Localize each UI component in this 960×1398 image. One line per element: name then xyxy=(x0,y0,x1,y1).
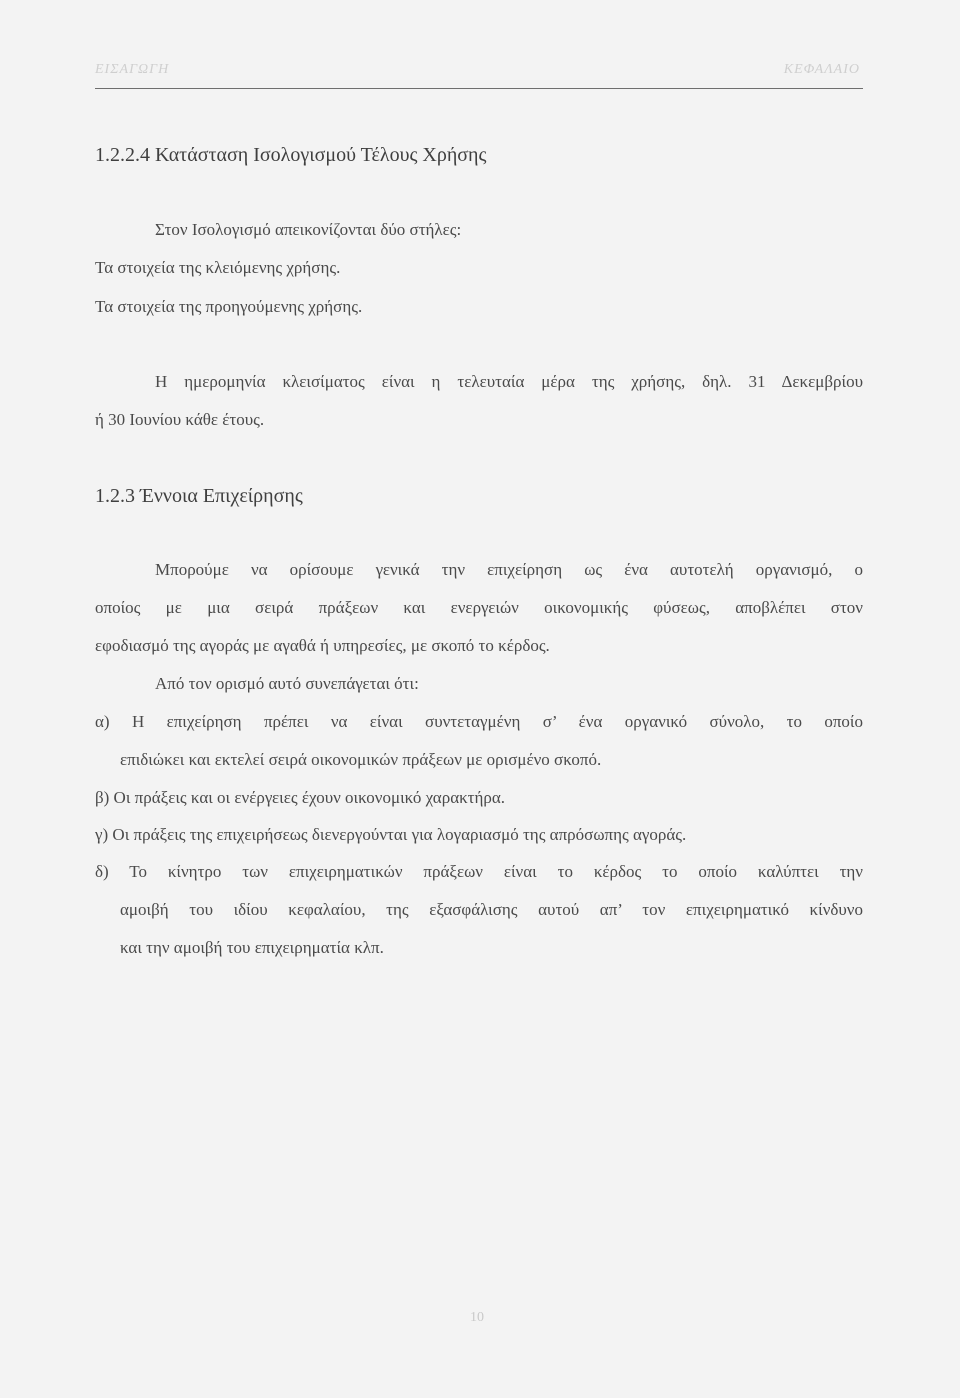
page-number: 10 xyxy=(470,1310,484,1325)
paragraph-line: ή 30 Ιουνίου κάθε έτους. xyxy=(95,410,265,429)
section-heading-123: 1.2.3 Έννοια Επιχείρησης xyxy=(95,485,303,507)
header-rule xyxy=(95,88,863,89)
paragraph-line: εφοδιασμό της αγοράς με αγαθά ή υπηρεσίες, με σκοπό το κέρδος. xyxy=(95,636,550,655)
list-item-a-cont: επιδιώκει και εκτελεί σειρά οικονομικών πράξεων με ορισμένο σκοπό. xyxy=(120,750,602,769)
list-item-b: β) Οι πράξεις και οι ενέργειες έχουν οικονομικό χαρακτήρα. xyxy=(95,788,506,807)
paragraph-line: Μπορούμε να ορίσουμε γενικά την επιχείρηση ως ένα αυτοτελή οργανισμό, ο xyxy=(155,560,863,579)
paragraph-line: οποίος με μια σειρά πράξεων και ενεργειών οικονομικής φύσεως, αποβλέπει στον xyxy=(95,598,863,617)
paragraph-line: Τα στοιχεία της κλειόμενης χρήσης. xyxy=(95,258,341,277)
paragraph-line: Στον Ισολογισμό απεικονίζονται δύο στήλες: xyxy=(155,220,462,239)
list-item-d: δ) Το κίνητρο των επιχειρηματικών πράξεων είναι το κέρδος το οποίο καλύπτει την xyxy=(95,862,863,881)
section-heading-1224: 1.2.2.4 Κατάσταση Ισολογισμού Τέλους Χρήσης xyxy=(95,144,487,166)
paragraph-line: Από τον ορισμό αυτό συνεπάγεται ότι: xyxy=(155,674,419,693)
list-item-d-cont: και την αμοιβή του επιχειρηματία κλπ. xyxy=(120,938,384,957)
running-header-right: ΚΕΦΑΛΑΙΟ xyxy=(783,62,860,77)
list-item-d-cont: αμοιβή του ιδίου κεφαλαίου, της εξασφάλισης αυτού απ’ τον επιχειρηματικό κίνδυνο xyxy=(120,900,863,919)
paragraph-line: Η ημερομηνία κλεισίματος είναι η τελευταία μέρα της χρήσης, δηλ. 31 Δεκεμβρίου xyxy=(155,372,863,391)
list-item-a: α) Η επιχείρηση πρέπει να είναι συντεταγμένη σ’ ένα οργανικό σύνολο, το οποίο xyxy=(95,712,863,731)
paragraph-line: Τα στοιχεία της προηγούμενης χρήσης. xyxy=(95,297,363,316)
running-header-left: ΕΙΣΑΓΩΓΗ xyxy=(95,62,170,77)
list-item-c: γ) Οι πράξεις της επιχειρήσεως διενεργούνται για λογαριασμό της απρόσωπης αγοράς. xyxy=(95,825,687,844)
